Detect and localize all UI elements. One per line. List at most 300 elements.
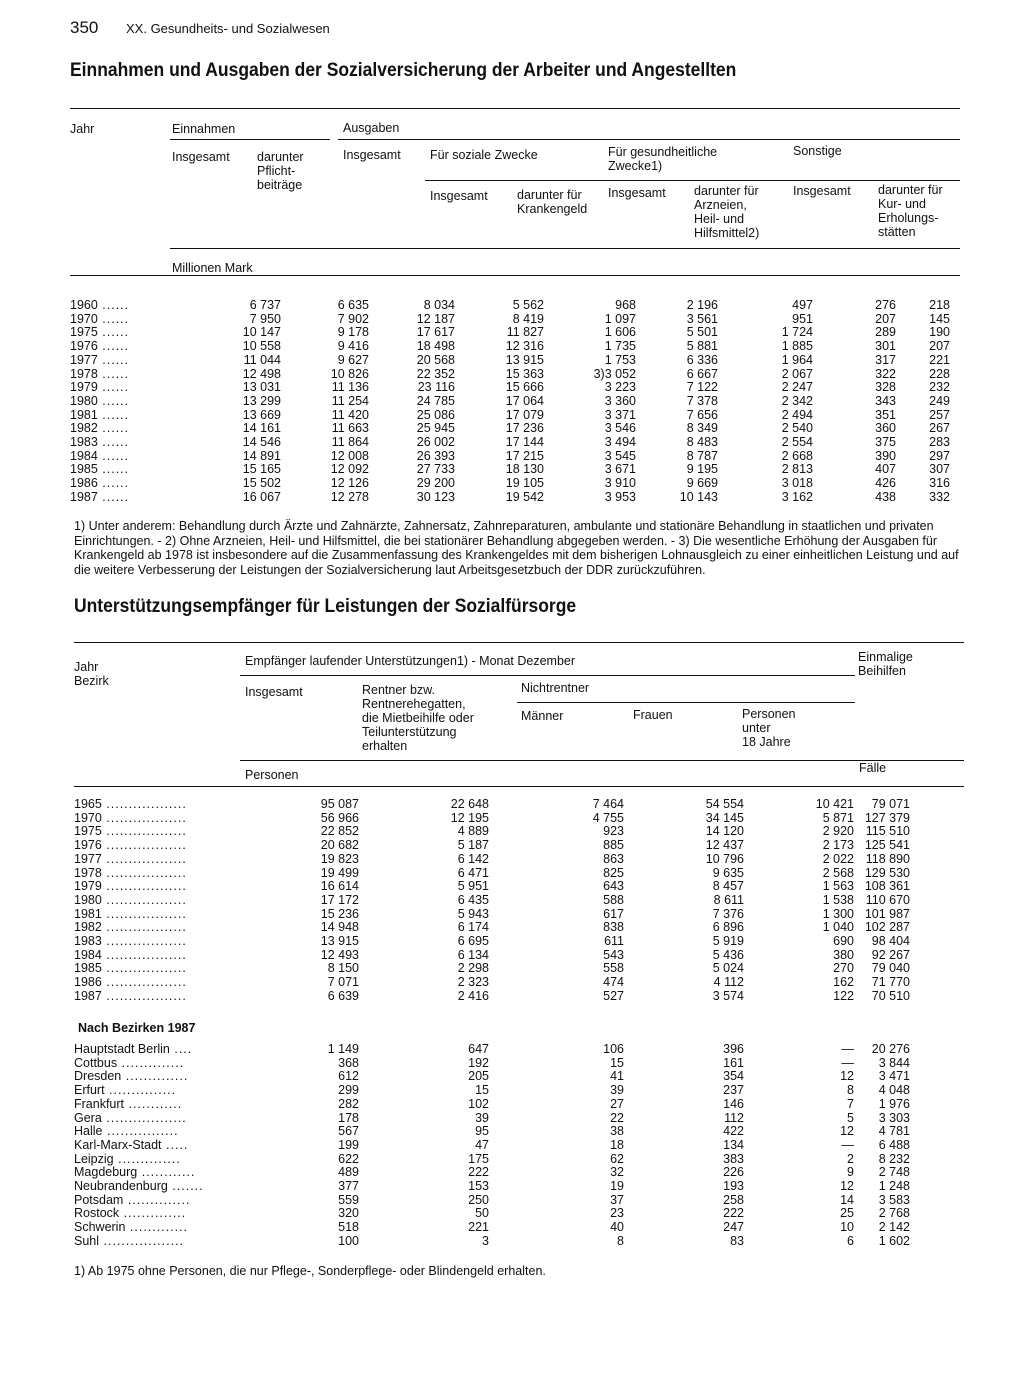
row-label: 1987 ......: [70, 489, 130, 504]
row-label: 1982 ..................: [74, 920, 187, 935]
cell-value: 11 420: [331, 407, 369, 422]
cell-value: 3 546: [604, 421, 636, 436]
leader-dots: ..............: [121, 1069, 189, 1084]
cell-value: 282: [338, 1096, 359, 1111]
leader-dots: ..................: [101, 934, 187, 949]
cell-value: 8: [847, 1083, 854, 1098]
leader-dots: ............: [137, 1165, 196, 1180]
cell-value: 9 195: [686, 462, 718, 477]
cell-value: 153: [468, 1179, 489, 1194]
table2-footnote: 1) Ab 1975 ohne Personen, die nur Pflege-, Sonderpflege- oder Blindengeld erhalten.: [74, 1264, 546, 1278]
table-row: [74, 825, 910, 839]
cell-value: 12 278: [330, 489, 369, 504]
cell-value: 8 457: [712, 879, 744, 894]
bezirke-subtitle: Nach Bezirken 1987: [78, 1021, 196, 1035]
cell-value: 617: [603, 906, 624, 921]
leader-dots: ..................: [101, 988, 187, 1003]
cell-value: 19 499: [320, 865, 359, 880]
row-label: 1976 ..................: [74, 838, 187, 853]
cell-value: 12 008: [330, 448, 369, 463]
cell-value: 102 287: [864, 920, 910, 935]
table-row: [70, 381, 950, 395]
cell-value: 249: [929, 393, 950, 408]
cell-value: 611: [604, 934, 624, 949]
cell-value: 237: [723, 1083, 744, 1098]
cell-value: 15 165: [242, 462, 281, 477]
cell-value: 2 022: [822, 851, 854, 866]
cell-value: 6: [847, 1233, 854, 1248]
cell-value: 1 097: [604, 311, 636, 326]
row-label: 1981 ......: [70, 407, 130, 422]
cell-value: 11 136: [331, 380, 369, 395]
cell-value: 3 371: [604, 407, 636, 422]
cell-value: 14: [840, 1192, 854, 1207]
leader-dots: ......: [97, 435, 130, 450]
cell-value: 5 562: [512, 298, 544, 312]
cell-value: 19 105: [505, 476, 544, 491]
cell-value: 20 682: [320, 838, 359, 853]
cell-value: 4 781: [878, 1124, 910, 1139]
t1-h-unit: Millionen Mark: [172, 261, 253, 275]
cell-value: 38: [610, 1124, 624, 1139]
cell-value: 2 247: [781, 380, 813, 395]
row-label: 1970 ......: [70, 311, 130, 326]
cell-value: 283: [929, 435, 950, 450]
table2-body: [74, 798, 910, 1004]
cell-value: 612: [338, 1069, 359, 1084]
leader-dots: ..............: [117, 1055, 185, 1070]
t1-h-g-insgesamt: Insgesamt: [608, 186, 666, 200]
cell-value: 1 606: [604, 325, 636, 340]
cell-value: 14 120: [705, 824, 744, 839]
cell-value: 222: [468, 1165, 489, 1180]
cell-value: 17 617: [416, 325, 455, 340]
cell-value: 108 361: [864, 879, 910, 894]
cell-value: 17 172: [320, 892, 359, 907]
leader-dots: ..................: [101, 906, 187, 921]
cell-value: 3: [482, 1233, 489, 1248]
cell-value: 15 666: [505, 380, 544, 395]
leader-dots: ..................: [101, 947, 187, 962]
row-label: 1970 ..................: [74, 810, 187, 825]
cell-value: 5 919: [712, 934, 744, 949]
cell-value: 29 200: [416, 476, 455, 491]
row-label: Suhl ..................: [74, 1233, 185, 1248]
cell-value: 2 554: [781, 435, 813, 450]
cell-value: 5 943: [457, 906, 489, 921]
row-label: 1977 ......: [70, 352, 130, 367]
cell-value: 14 948: [320, 920, 359, 935]
row-label: Karl-Marx-Stadt .....: [74, 1137, 189, 1152]
cell-value: 690: [833, 934, 854, 949]
cell-value: 322: [875, 366, 896, 381]
cell-value: 20 276: [871, 1042, 910, 1056]
leader-dots: ......: [97, 325, 130, 340]
cell-value: 5 871: [822, 810, 854, 825]
cell-value: 7: [847, 1096, 854, 1111]
table-row: [74, 1139, 910, 1153]
cell-value: 178: [338, 1110, 359, 1125]
row-label: 1977 ..................: [74, 851, 187, 866]
cell-value: 3 910: [604, 476, 636, 491]
cell-value: 8: [617, 1233, 624, 1248]
leader-dots: ..................: [101, 865, 187, 880]
table-row: [74, 1194, 910, 1208]
cell-value: 270: [833, 961, 854, 976]
cell-value: 380: [833, 947, 854, 962]
cell-value: 17 144: [505, 435, 544, 450]
table-row: [70, 450, 950, 464]
cell-value: 47: [475, 1137, 489, 1152]
row-label: 1980 ..................: [74, 892, 187, 907]
table-row: [70, 463, 950, 477]
leader-dots: ......: [97, 393, 130, 408]
cell-value: 18: [610, 1137, 624, 1152]
row-label: Frankfurt ............: [74, 1096, 183, 1111]
t1-h-g-arznei: darunter für Arzneien, Heil- und Hilfsmittel2): [694, 184, 760, 240]
cell-value: 13 031: [242, 380, 281, 395]
cell-value: 2 540: [781, 421, 813, 436]
cell-value: 7 376: [712, 906, 744, 921]
table-row: [70, 368, 950, 382]
row-label: 1976 ......: [70, 339, 130, 354]
table2-title: Unterstützungsempfänger für Leistungen der Sozialfürsorge: [74, 596, 577, 617]
cell-value: 4 889: [457, 824, 489, 839]
cell-value: 25 945: [416, 421, 455, 436]
cell-value: 30 123: [416, 489, 455, 504]
cell-value: 146: [723, 1096, 744, 1111]
cell-value: 11 044: [243, 352, 281, 367]
leader-dots: ......: [97, 339, 130, 354]
table-row: [74, 1125, 910, 1139]
row-label: 1987 ..................: [74, 988, 187, 1003]
leader-dots: ......: [97, 489, 130, 504]
row-label: 1984 ......: [70, 448, 130, 463]
cell-value: 3 471: [878, 1069, 910, 1084]
cell-value: 328: [875, 380, 896, 395]
cell-value: 12: [840, 1124, 854, 1139]
cell-value: 1 724: [781, 325, 813, 340]
cell-value: 6 639: [327, 988, 359, 1003]
table-row: [70, 491, 950, 505]
cell-value: 232: [929, 380, 950, 395]
cell-value: 247: [723, 1220, 744, 1235]
leader-dots: ..................: [101, 1110, 187, 1125]
table-row: [74, 812, 910, 826]
cell-value: 10: [840, 1220, 854, 1235]
cell-value: 3 561: [686, 311, 718, 326]
cell-value: 6 336: [686, 352, 718, 367]
cell-value: 22 352: [416, 366, 455, 381]
cell-value: 193: [723, 1179, 744, 1194]
cell-value: 18 130: [505, 462, 544, 477]
cell-value: 258: [723, 1192, 744, 1207]
cell-value: 56 966: [320, 810, 359, 825]
cell-value: 3 583: [878, 1192, 910, 1207]
table-row: [74, 1207, 910, 1221]
cell-value: 161: [723, 1055, 744, 1070]
cell-value: 558: [603, 961, 624, 976]
t1-h-e-pflicht: darunter Pflicht- beiträge: [257, 150, 304, 192]
cell-value: —: [841, 1137, 854, 1152]
leader-dots: ..............: [113, 1151, 181, 1166]
leader-dots: .......: [167, 1179, 204, 1194]
cell-value: 37: [610, 1192, 624, 1207]
cell-value: 2 920: [822, 824, 854, 839]
cell-value: 10 147: [242, 325, 281, 340]
cell-value: 27 733: [416, 462, 455, 477]
cell-value: 190: [929, 325, 950, 340]
cell-value: 6 695: [457, 934, 489, 949]
cell-value: 2 196: [686, 298, 718, 312]
t2-h-nichtrentner: Nichtrentner: [521, 681, 590, 695]
row-label: Hauptstadt Berlin ....: [74, 1042, 193, 1056]
cell-value: 838: [603, 920, 624, 935]
t1-h-soziale: Für soziale Zwecke: [430, 148, 538, 162]
cell-value: 7 902: [337, 311, 369, 326]
cell-value: 368: [338, 1055, 359, 1070]
t2-h-empfaenger: Empfänger laufender Unterstützungen1) - Monat Dezember: [245, 654, 576, 668]
cell-value: 39: [610, 1083, 624, 1098]
cell-value: 101 987: [864, 906, 910, 921]
cell-value: 426: [875, 476, 896, 491]
cell-value: 6 134: [457, 947, 489, 962]
table2-head-rule: [240, 760, 964, 761]
cell-value: 17 236: [505, 421, 544, 436]
cell-value: 118 890: [865, 851, 910, 866]
cell-value: 276: [875, 298, 896, 312]
row-label: 1980 ......: [70, 393, 130, 408]
cell-value: 438: [875, 489, 896, 504]
table-row: [74, 1180, 910, 1194]
cell-value: 968: [615, 298, 636, 312]
cell-value: 39: [475, 1110, 489, 1125]
cell-value: 301: [875, 339, 896, 354]
row-label: Magdeburg ............: [74, 1165, 196, 1180]
t1-h-o-kur: darunter für Kur- und Erholungs- stätten: [878, 183, 943, 239]
leader-dots: ..................: [101, 851, 187, 866]
table2-emp-rule: [240, 675, 855, 676]
cell-value: 407: [875, 462, 896, 477]
cell-value: 12 316: [505, 339, 544, 354]
cell-value: 83: [730, 1233, 744, 1248]
leader-dots: ......: [97, 421, 130, 436]
cell-value: 8 034: [423, 298, 455, 312]
cell-value: 3 844: [878, 1055, 910, 1070]
leader-dots: ..................: [99, 1233, 185, 1248]
cell-value: 3 223: [604, 380, 636, 395]
cell-value: 199: [338, 1137, 359, 1152]
leader-dots: ..............: [123, 1192, 191, 1207]
cell-value: 588: [603, 892, 624, 907]
leader-dots: ..................: [101, 879, 187, 894]
cell-value: 8 232: [878, 1151, 910, 1166]
table-row: [70, 340, 950, 354]
cell-value: 643: [603, 879, 624, 894]
t1-h-ausgaben: Ausgaben: [343, 121, 400, 135]
leader-dots: ..................: [101, 810, 187, 825]
leader-dots: ......: [97, 366, 130, 381]
page-number: 350: [70, 18, 99, 37]
cell-value: 289: [875, 325, 896, 340]
cell-value: 2 342: [781, 393, 813, 408]
cell-value: 543: [603, 947, 624, 962]
cell-value: 26 393: [416, 448, 455, 463]
leader-dots: .....: [161, 1137, 189, 1152]
cell-value: 396: [723, 1042, 744, 1056]
cell-value: 92 267: [871, 947, 910, 962]
cell-value: 17 215: [505, 448, 544, 463]
cell-value: 1 300: [822, 906, 854, 921]
t1-h-o-insgesamt: Insgesamt: [793, 184, 851, 198]
cell-value: 1 735: [604, 339, 636, 354]
cell-value: 307: [929, 462, 950, 477]
cell-value: 2 067: [781, 366, 813, 381]
cell-value: 79 040: [871, 961, 910, 976]
cell-value: 134: [723, 1137, 744, 1152]
cell-value: 4 755: [592, 810, 624, 825]
table1-head-rule: [170, 248, 960, 249]
table2-bezirke-body: [74, 1043, 910, 1249]
row-label: 1978 ..................: [74, 865, 187, 880]
row-label: Dresden ..............: [74, 1069, 189, 1084]
cell-value: 360: [875, 421, 896, 436]
cell-value: 129 530: [864, 865, 910, 880]
cell-value: 6 667: [686, 366, 718, 381]
cell-value: 3 303: [878, 1110, 910, 1125]
cell-value: 13 299: [242, 393, 281, 408]
cell-value: 316: [929, 476, 950, 491]
row-label: 1981 ..................: [74, 906, 187, 921]
cell-value: 9 627: [337, 352, 369, 367]
cell-value: 226: [723, 1165, 744, 1180]
cell-value: 12 437: [705, 838, 744, 853]
cell-value: 7 950: [249, 311, 281, 326]
table2-top-rule: [74, 642, 964, 643]
row-label: 1978 ......: [70, 366, 130, 381]
cell-value: 4 048: [878, 1083, 910, 1098]
cell-value: 11 254: [331, 393, 369, 408]
row-label: 1985 ......: [70, 462, 130, 477]
cell-value: 62: [610, 1151, 624, 1166]
table-row: [74, 867, 910, 881]
cell-value: 6 737: [249, 298, 281, 312]
row-label: 1979 ..................: [74, 879, 187, 894]
cell-value: 6 435: [457, 892, 489, 907]
cell-value: 12 126: [330, 476, 369, 491]
cell-value: 32: [610, 1165, 624, 1180]
cell-value: 23 116: [417, 380, 455, 395]
t2-h-personen: Personen: [245, 768, 299, 782]
cell-value: 9 416: [337, 339, 369, 354]
t2-h-maenner: Männer: [521, 709, 564, 723]
row-label: Gera ..................: [74, 1110, 187, 1125]
cell-value: 527: [603, 988, 624, 1003]
cell-value: 70 510: [871, 988, 910, 1003]
cell-value: 6 635: [337, 298, 369, 312]
cell-value: 863: [603, 851, 624, 866]
cell-value: 12: [840, 1179, 854, 1194]
cell-value: 145: [929, 311, 950, 326]
cell-value: 22 852: [320, 824, 359, 839]
cell-value: 221: [929, 352, 950, 367]
cell-value: 162: [833, 975, 854, 990]
table1-footnote: 1) Unter anderem: Behandlung durch Ärzte und Zahnärzte, Zahnersatz, Zahnreparaturen, ambulante und stationäre Behandlung in staatlichen und privaten Einrichtungen. - 2) Ohne Arzneien, Heil- und Hilfsmittel, die bei stationärer Behandlung abgegeben werden. - 3) Die wesentliche Erhöhung der Ausgaben für Krankengeld ab 1978 ist insbesondere auf die Zusammenfassung des Krankengeldes mit dem bisherigen Lohnausgleich zu einer einheitlichen Leistung und auf die weitere Verbesserung der Leistungen der Sozialversicherung laut Arbeitsgesetzbuch der DDR zurückzuführen.: [74, 519, 959, 577]
cell-value: 3 162: [781, 489, 813, 504]
cell-value: 11 827: [506, 325, 544, 340]
row-label: 1984 ..................: [74, 947, 187, 962]
cell-value: 332: [929, 489, 950, 504]
cell-value: 218: [929, 298, 950, 312]
cell-value: 5 951: [457, 879, 489, 894]
cell-value: 2 298: [457, 961, 489, 976]
cell-value: 1 885: [781, 339, 813, 354]
cell-value: 13 915: [505, 352, 544, 367]
t1-h-jahr: Jahr: [70, 122, 95, 136]
cell-value: —: [841, 1042, 854, 1056]
cell-value: 7 122: [686, 380, 718, 395]
table-row: [74, 894, 910, 908]
cell-value: 5: [847, 1110, 854, 1125]
table-row: [74, 1166, 910, 1180]
cell-value: 5 024: [712, 961, 744, 976]
cell-value: 54 554: [705, 797, 744, 811]
row-label: Leipzig ..............: [74, 1151, 181, 1166]
cell-value: 125 541: [864, 838, 910, 853]
cell-value: 1 040: [822, 920, 854, 935]
cell-value: 351: [875, 407, 896, 422]
row-label: 1986 ..................: [74, 975, 187, 990]
table-row: [70, 326, 950, 340]
cell-value: 622: [338, 1151, 359, 1166]
row-label: 1979 ......: [70, 380, 130, 395]
table1-ausgaben-rule: [338, 139, 960, 140]
table2-unit-rule: [74, 786, 964, 787]
table-row: [74, 1221, 910, 1235]
cell-value: 489: [338, 1165, 359, 1180]
chapter-title: XX. Gesundheits- und Sozialwesen: [126, 21, 330, 36]
cell-value: 923: [603, 824, 624, 839]
cell-value: 15 236: [320, 906, 359, 921]
table-row: [74, 798, 910, 812]
row-label: Potsdam ..............: [74, 1192, 191, 1207]
cell-value: 1 538: [822, 892, 854, 907]
cell-value: 257: [929, 407, 950, 422]
cell-value: 17 064: [505, 393, 544, 408]
cell-value: 9 635: [712, 865, 744, 880]
row-label: Schwerin .............: [74, 1220, 189, 1235]
table-row: [70, 313, 950, 327]
cell-value: 825: [603, 865, 624, 880]
leader-dots: ......: [97, 462, 130, 477]
t2-h-einmalige: Einmalige Beihilfen: [858, 650, 913, 678]
row-label: Erfurt ...............: [74, 1083, 177, 1098]
cell-value: 5 436: [712, 947, 744, 962]
cell-value: 122: [833, 988, 854, 1003]
table1-einnahmen-rule: [170, 139, 330, 140]
cell-value: 25 086: [416, 407, 455, 422]
cell-value: 102: [468, 1096, 489, 1111]
cell-value: 885: [603, 838, 624, 853]
t1-h-e-insgesamt: Insgesamt: [172, 150, 230, 164]
cell-value: 13 915: [320, 934, 359, 949]
leader-dots: ....: [169, 1042, 193, 1056]
cell-value: 17 079: [505, 407, 544, 422]
leader-dots: ......: [97, 311, 130, 326]
table-row: [70, 436, 950, 450]
cell-value: 12 187: [416, 311, 455, 326]
cell-value: 9 669: [686, 476, 718, 491]
